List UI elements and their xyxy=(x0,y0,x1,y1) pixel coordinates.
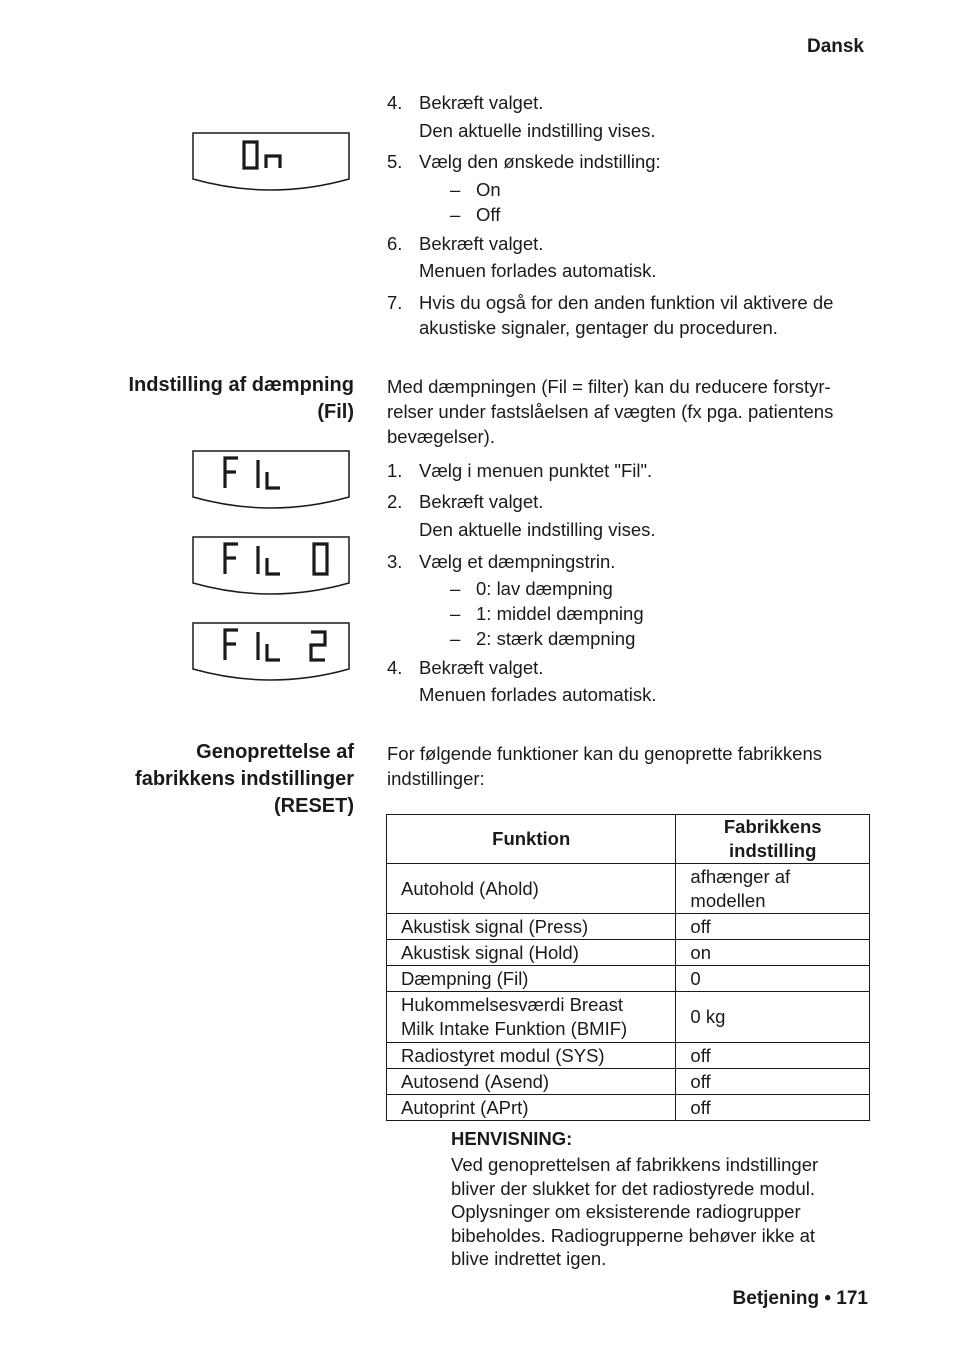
option-item: – 2: stærk dæmpning xyxy=(450,628,636,649)
table-cell: 0 xyxy=(676,966,870,992)
step-sub: Den aktuelle indstilling vises. xyxy=(419,519,656,540)
table-cell: off xyxy=(676,1095,870,1121)
step-number: 4. xyxy=(387,92,403,113)
lcd-display-fil-2 xyxy=(192,620,350,686)
option-item: – 0: lav dæmpning xyxy=(450,578,613,599)
table-row xyxy=(387,940,870,966)
table-row xyxy=(387,1069,870,1095)
step-number: 6. xyxy=(387,233,403,254)
table-cell: Radiostyret modul (SYS) xyxy=(387,1043,676,1069)
option-item: – 1: middel dæmpning xyxy=(450,603,644,624)
step-number: 4. xyxy=(387,657,403,678)
lcd-display-fil xyxy=(192,448,350,514)
table-row xyxy=(387,864,870,914)
note-title: HENVISNING: xyxy=(451,1128,573,1149)
column-header-fabrikkens-indstilling: Fabrikkens indstilling xyxy=(676,815,870,864)
step-text: Bekræft valget. xyxy=(419,657,544,678)
language-label: Dansk xyxy=(806,36,864,57)
reset-table xyxy=(386,814,870,1121)
lcd-display-on xyxy=(192,130,350,196)
step-text: Vælg et dæmpningstrin. xyxy=(419,551,616,572)
step-text: Bekræft valget. xyxy=(419,92,544,113)
table-row xyxy=(387,966,870,992)
table-row xyxy=(387,1095,870,1121)
table-cell: off xyxy=(676,1069,870,1095)
option-item: – On xyxy=(450,179,501,200)
table-row xyxy=(387,992,870,1043)
section-heading-fil: Indstilling af dæmpning (Fil) xyxy=(128,374,354,423)
table-cell: 0 kg xyxy=(676,992,870,1043)
table-cell: Autoprint (APrt) xyxy=(387,1095,676,1121)
reset-intro: For følgende funktioner kan du genoprette fabrikkens indstillinger: xyxy=(387,743,823,789)
step-number: 5. xyxy=(387,151,403,172)
table-header-row xyxy=(387,815,870,864)
step-sub: Menuen forlades automatisk. xyxy=(419,260,657,281)
step-text: Bekræft valget. xyxy=(419,233,544,254)
table-cell: on xyxy=(676,940,870,966)
table-cell: Autohold (Ahold) xyxy=(387,864,676,914)
table-cell: off xyxy=(676,1043,870,1069)
step-text: Vælg i menuen punktet "Fil". xyxy=(419,460,653,481)
step-sub: Den aktuelle indstilling vises. xyxy=(419,120,656,141)
step-sub: Menuen forlades automatisk. xyxy=(419,684,657,705)
table-cell: off xyxy=(676,914,870,940)
step-number: 1. xyxy=(387,460,403,481)
step-text: Vælg den ønskede indstilling: xyxy=(419,151,661,172)
table-cell: Akustisk signal (Press) xyxy=(387,914,676,940)
section-heading-reset: Genoprettelse af fabrikkens indstillinger (RESET) xyxy=(135,741,354,817)
step-number: 3. xyxy=(387,551,403,572)
table-cell: Autosend (Asend) xyxy=(387,1069,676,1095)
table-cell: afhænger af modellen xyxy=(676,864,870,914)
fil-intro: Med dæmpningen (Fil = filter) kan du reducere forstyr- relser under fastslåelsen af vægten (fx pga. patientens bevægelser). xyxy=(387,376,834,447)
note-text: Ved genoprettelsen af fabrikkens indstillinger bliver der slukket for det radiostyrede modul. Oplysninger om eksisterende radiogrupper bibeholdes. Radiogrupperne behøver ikke at blive indrettet igen. xyxy=(451,1154,819,1269)
table-cell: Akustisk signal (Hold) xyxy=(387,940,676,966)
lcd-display-fil-0 xyxy=(192,534,350,600)
page-footer: Betjening • 171 xyxy=(732,1288,868,1309)
lcd-display-on-text: On xyxy=(192,130,194,131)
step-number: 2. xyxy=(387,491,403,512)
table-row xyxy=(387,914,870,940)
step-number: 7. xyxy=(387,292,403,313)
column-header-funktion: Funktion xyxy=(387,815,676,864)
table-row xyxy=(387,1043,870,1069)
option-item: – Off xyxy=(450,204,501,225)
table-cell: Dæmpning (Fil) xyxy=(387,966,676,992)
step-text: Hvis du også for den anden funktion vil aktivere de akustiske signaler, gentager du proceduren. xyxy=(419,292,834,338)
table-cell: Hukommelsesværdi Breast Milk Intake Funktion (BMIF) xyxy=(387,992,676,1043)
step-text: Bekræft valget. xyxy=(419,491,544,512)
